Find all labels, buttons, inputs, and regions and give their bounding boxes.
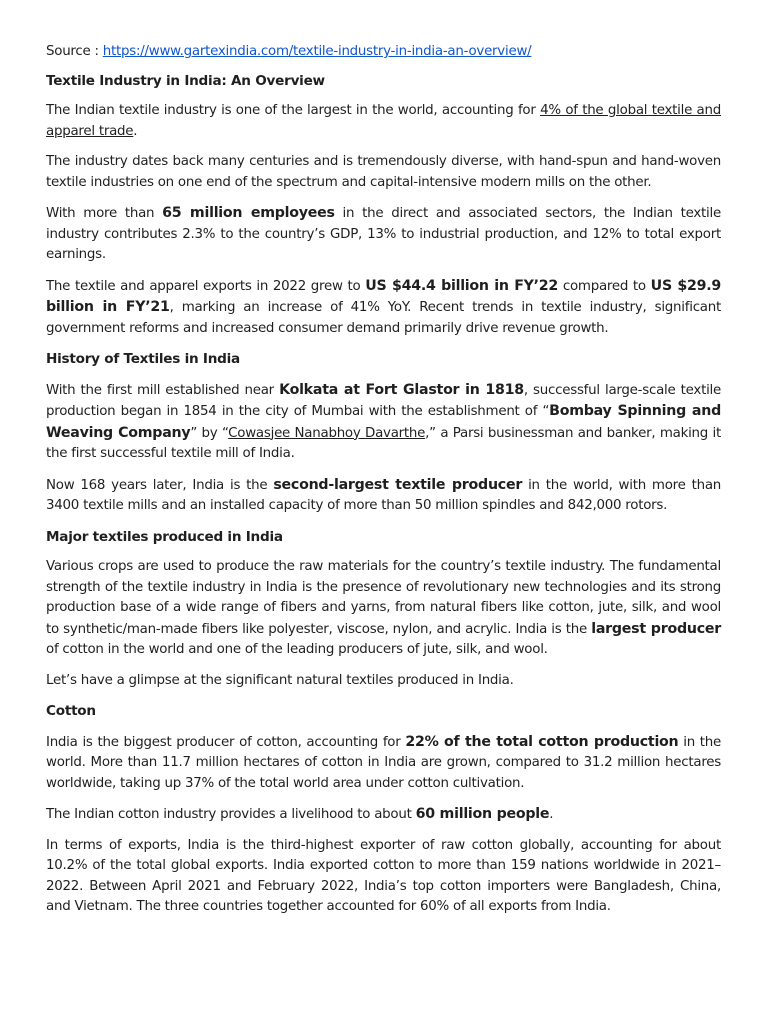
paragraph-5-mid2: ” by “ bbox=[190, 425, 229, 441]
paragraph-1-text: The Indian textile industry is one of the largest in the world, accounting for bbox=[46, 103, 541, 118]
paragraph-7-end: of cotton in the world and one of the leading producers of jute, silk, and wool. bbox=[46, 642, 548, 657]
paragraph-5-end: ,” a Parsi businessman and banker, making it the first successful textile mill of India. bbox=[46, 425, 721, 461]
source-line bbox=[46, 42, 721, 63]
company-highlight: Bombay Spinning and Weaving Company bbox=[46, 403, 722, 441]
paragraph-3-text: With more than bbox=[46, 206, 163, 221]
paragraph-4-end: , marking an increase of 41% YoY. Recent trends in textile industry, significant government reforms and increased consumer demand primarily drive revenue growth. bbox=[46, 300, 721, 336]
source-link[interactable]: https://www.gartexindia.com/textile-industry-in-india-an-overview/ bbox=[102, 44, 532, 59]
paragraph-7 bbox=[46, 557, 721, 661]
paragraph-4-text: The textile and apparel exports in 2022 grew to bbox=[46, 278, 366, 294]
employees-highlight: 65 million employees bbox=[162, 205, 335, 221]
paragraph-6-end: in the world, with more than 3400 textile mills and an installed capacity of more than 50 million spindles and 842,000 rotors. bbox=[46, 477, 722, 513]
livelihood-highlight: 60 million people bbox=[415, 806, 550, 822]
paragraph-9-end: in the world. More than 11.7 million hectares of cotton in India are grown, compared to 31.2 million hectares worldwide, taking up 37% of the total world area under cotton cultivation. bbox=[46, 734, 722, 791]
paragraph-7-text: Various crops are used to produce the raw materials for the country’s textile industry. The fundamental strength of the textile industry in India is the presence of revolutionary new technologies and its strong production base of a wide range of fibers and yarns, from natural fibers like cotton, jute, silk, and wool to synthetic/man-made fibers like polyester, viscose, nylon, and acrylic. India is the bbox=[46, 559, 721, 637]
paragraph-3-end: in the direct and associated sectors, the Indian textile industry contributes 2.3% to the country’s GDP, 13% to industrial production, and 12% to total export earnings. bbox=[46, 206, 721, 262]
paragraph-11: In terms of exports, India is the third-highest exporter of raw cotton globally, accounting for about 10.2% of the total global exports. India exported cotton to more than 159 nations worldwide in 2021–2022. Between April 2021 and February 2022, India’s top cotton importers were Bangladesh, China, and Vietnam. The three countries together accounted for 60% of all exports from India. bbox=[46, 837, 721, 914]
paragraph-10-end: . bbox=[549, 807, 554, 822]
heading-cotton: Cotton bbox=[46, 703, 96, 719]
paragraph-1 bbox=[46, 101, 721, 142]
largest-producer-highlight: largest producer bbox=[591, 620, 721, 637]
second-largest-highlight: second-largest textile producer bbox=[273, 476, 523, 493]
paragraph-3 bbox=[46, 203, 721, 266]
paragraph-10 bbox=[46, 804, 721, 826]
source-label: Source : bbox=[46, 44, 103, 59]
global-trade-link[interactable]: 4% of the global textile and apparel trade bbox=[46, 103, 721, 139]
cotton-share-highlight: 22% of the total cotton production bbox=[405, 733, 679, 750]
paragraph-8: Let’s have a glimpse at the significant natural textiles produced in India. bbox=[46, 672, 514, 688]
paragraph-9 bbox=[46, 732, 721, 795]
exports-fy22-highlight: US $44.4 billion in FY’22 bbox=[365, 277, 559, 294]
paragraph-4 bbox=[46, 276, 721, 340]
paragraph-9-text: India is the biggest producer of cotton, accounting for bbox=[46, 734, 406, 750]
paragraph-10-text: The Indian cotton industry provides a livelihood to about bbox=[46, 807, 416, 822]
paragraph-2: The industry dates back many centuries and is tremendously diverse, with hand-spun and hand-woven textile industries on one end of the spectrum and capital-intensive modern mills on the other. bbox=[46, 154, 721, 190]
paragraph-6-text: Now 168 years later, India is the bbox=[46, 477, 274, 493]
exports-fy21-highlight: US $29.9 billion in FY’21 bbox=[46, 277, 722, 315]
paragraph-6 bbox=[46, 475, 721, 517]
paragraph-5-mid: , successful large-scale textile production began in 1854 in the city of Mumbai with the establishment of “ bbox=[46, 382, 722, 419]
heading-overview: Textile Industry in India: An Overview bbox=[46, 72, 325, 89]
heading-major-textiles: Major textiles produced in India bbox=[46, 528, 283, 545]
paragraph-5-text: With the first mill established near bbox=[46, 382, 280, 398]
paragraph-1-end: . bbox=[133, 123, 138, 139]
heading-history: History of Textiles in India bbox=[46, 351, 240, 367]
first-mill-highlight: Kolkata at Fort Glastor in 1818 bbox=[279, 381, 524, 398]
paragraph-4-mid: compared to bbox=[558, 278, 651, 294]
paragraph-5 bbox=[46, 380, 721, 465]
founder-link[interactable]: Cowasjee Nanabhoy Davarthe bbox=[228, 425, 426, 441]
document-page bbox=[46, 42, 721, 928]
